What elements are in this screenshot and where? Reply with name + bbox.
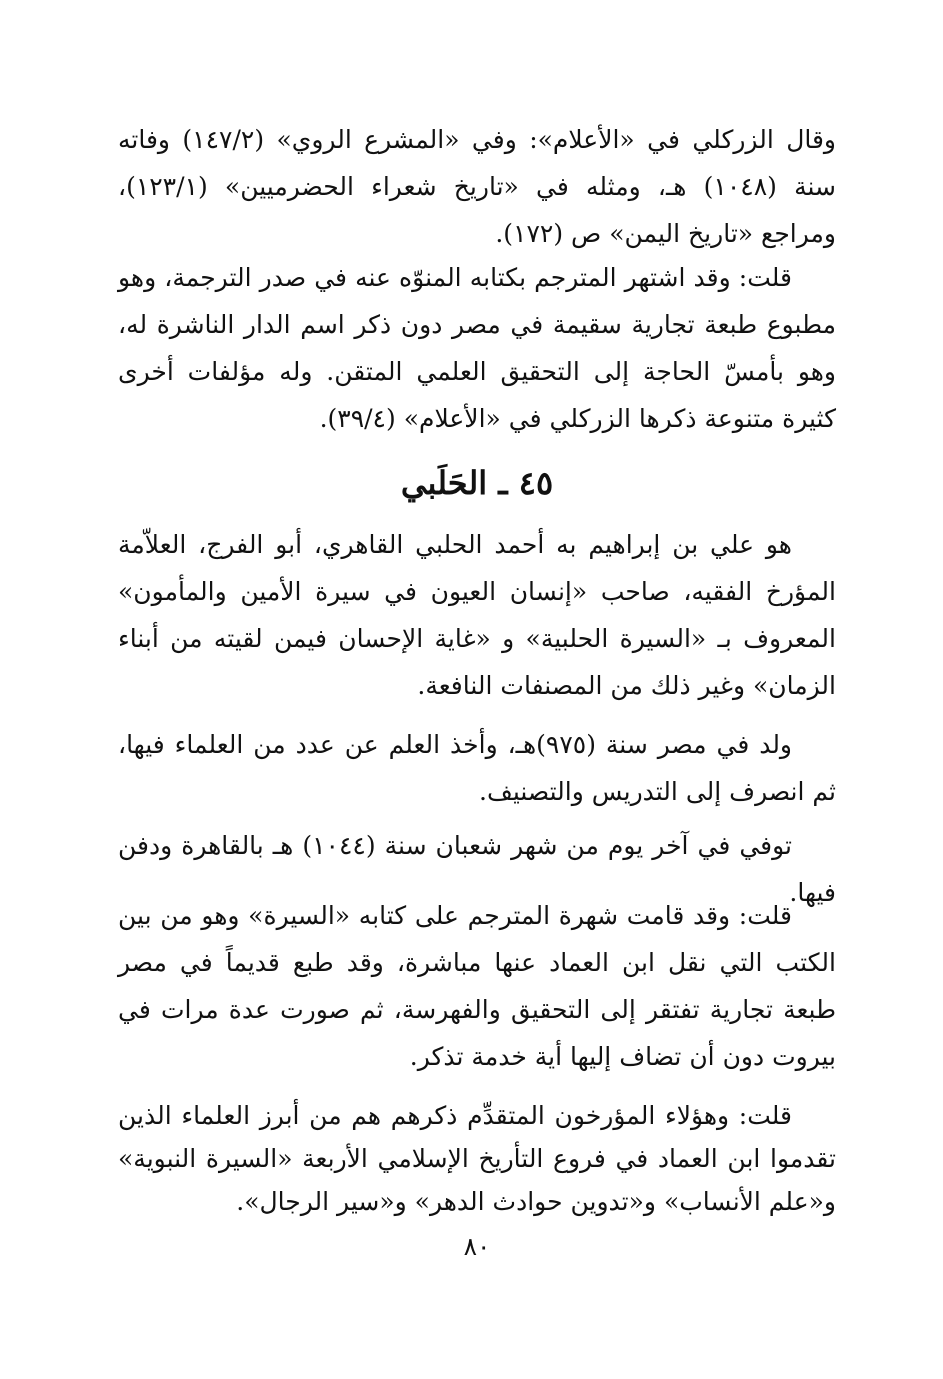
section-heading: ٤٥ ـ الحَلَبي xyxy=(400,464,554,502)
paragraph-author-remark-1: قلت: وقد اشتهر المترجم بكتابه المنوّه عنه في صدر الترجمة، وهو مطبوع طبعة تجارية سقيمة في مصر دون ذكر اسم الدار الناشرة له، وهو بأمسّ الحاجة إلى التحقيق العلمي المتقن. وله مؤلفات أخرى كثيرة متنوعة ذكرها الزركلي في «الأعلام» (٣٩/٤). xyxy=(118,263,836,433)
paragraph-death: توفي في آخر يوم من شهر شعبان سنة (١٠٤٤) هـ بالقاهرة ودفن فيها. xyxy=(118,831,836,907)
paragraph-author-remark-3: قلت: وهؤلاء المؤرخون المتقدِّم ذكرهم هم من أبرز العلماء الذين تقدموا ابن العماد في فروع التأريخ الإسلامي الأربعة «السيرة النبوية» و«علم الأنساب» و«تدوين حوادث الدهر» و«سير الرجال». xyxy=(118,1101,836,1216)
paragraph-birth: ولد في مصر سنة (٩٧٥)هـ، وأخذ العلم عن عدد من العلماء فيها، ثم انصرف إلى التدريس والتصنيف. xyxy=(118,730,836,806)
paragraph-zirikli-note: وقال الزركلي في «الأعلام»: وفي «المشرع الروي» (١٤٧/٢) وفاته سنة (١٠٤٨) هـ، ومثله في «تاريخ شعراء الحضرميين» (١٢٣/١)، ومراجع «تاريخ اليمن» ص (١٧٢). xyxy=(118,125,836,248)
paragraph-author-remark-2: قلت: وقد قامت شهرة المترجم على كتابه «السيرة» وهو من بين الكتب التي نقل ابن العماد عنها مباشرة، وقد طبع قديماً في مصر طبعة تجارية تفتقر إلى التحقيق والفهرسة، ثم صورت عدة مرات في بيروت دون أن تضاف إليها أية خدمة تذكر. xyxy=(118,901,836,1071)
page-number: ٨٠ xyxy=(463,1232,491,1261)
paragraph-biography: هو علي بن إبراهيم به أحمد الحلبي القاهري، أبو الفرج، العلاّمة المؤرخ الفقيه، صاحب «إنسان العيون في سيرة الأمين والمأمون» المعروف بـ «السيرة الحلبية» و «غاية الإحسان فيمن لقيته من أبناء الزمان» وغير ذلك من المصنفات النافعة. xyxy=(118,530,836,700)
